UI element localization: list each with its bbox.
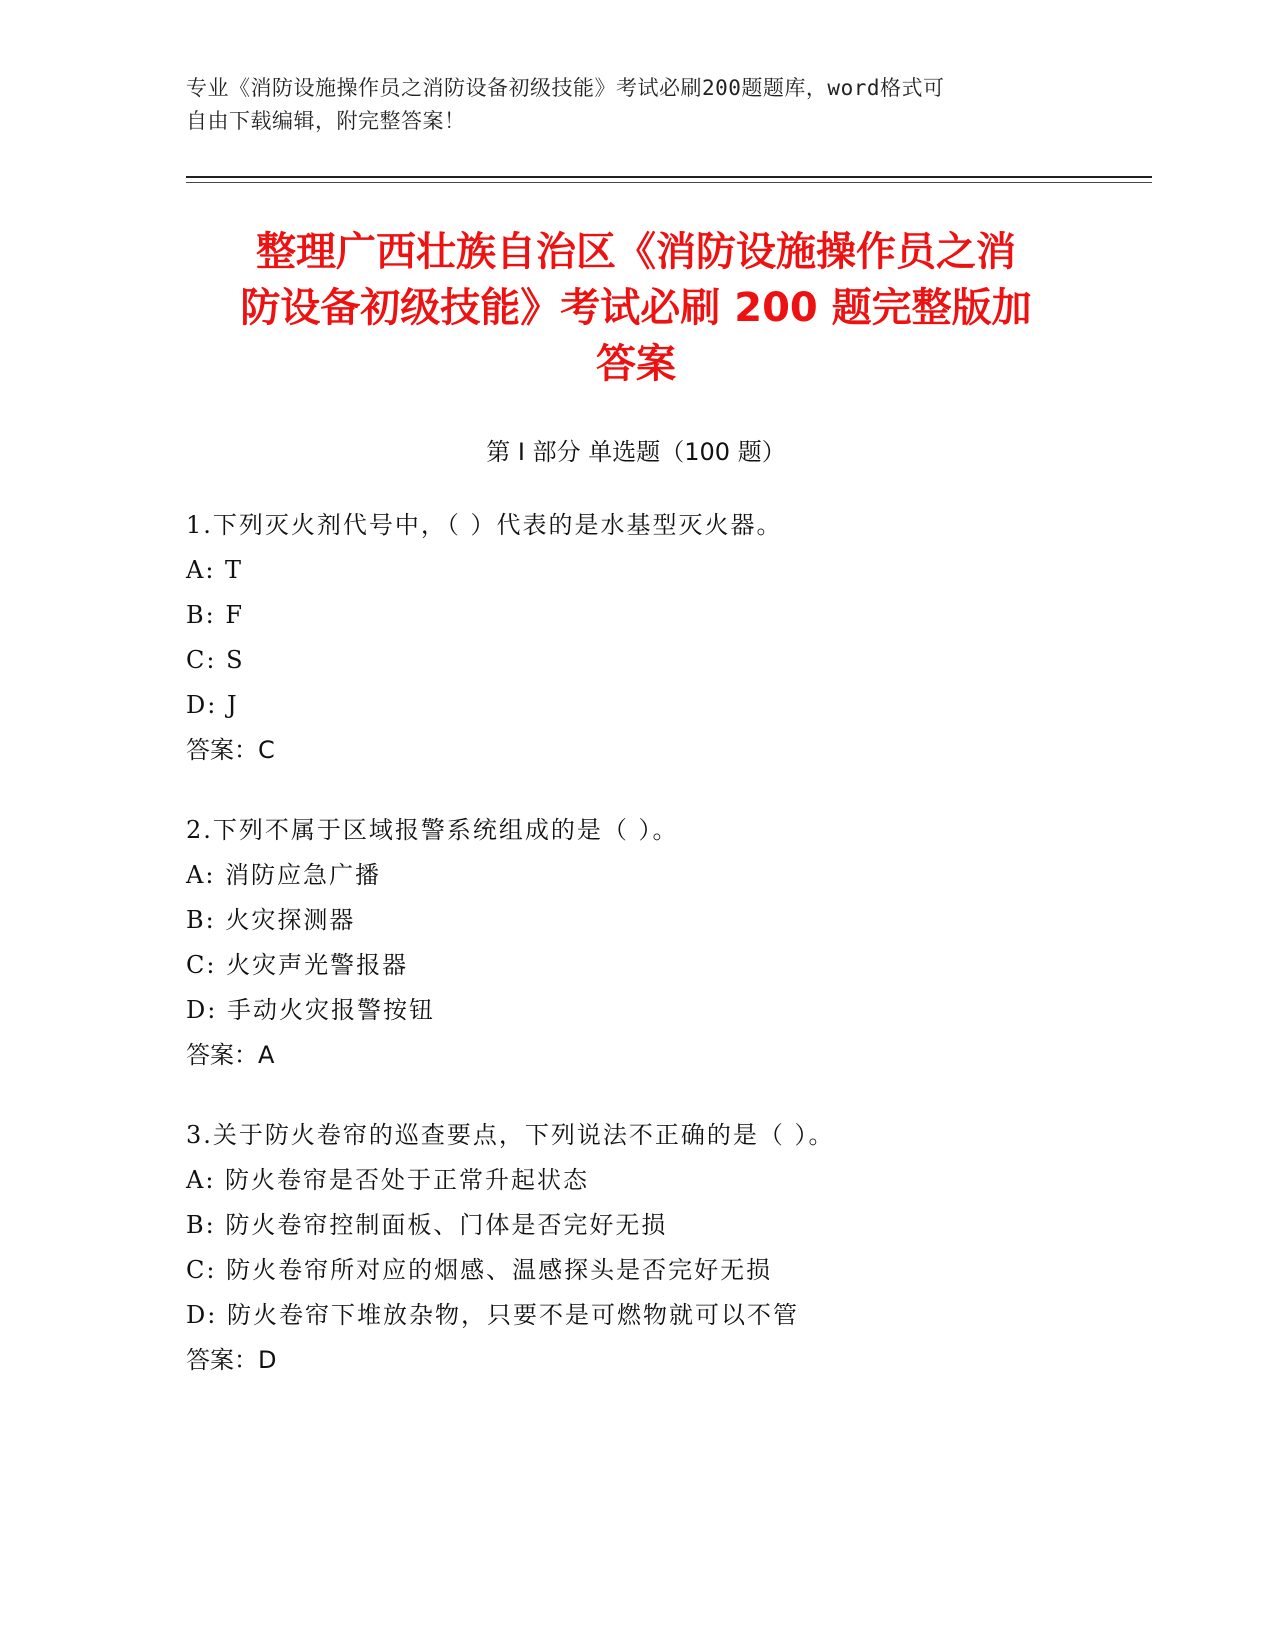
- document-title: [186, 224, 1086, 392]
- option-a: A: 消防应急广播: [186, 861, 382, 889]
- question-stem: 2.下列不属于区域报警系统组成的是（ ）。: [186, 816, 679, 844]
- option-d: D: 手动火灾报警按钮: [186, 996, 435, 1024]
- option-d: D: 防火卷帘下堆放杂物，只要不是可燃物就可以不管: [186, 1301, 799, 1329]
- option-d: D: J: [186, 691, 239, 719]
- question-2: [186, 808, 1146, 1078]
- question-stem: 1.下列灭火剂代号中，（ ）代表的是水基型灭火器。: [186, 511, 783, 539]
- option-c: C: 火灾声光警报器: [186, 951, 409, 979]
- option-b: B: F: [186, 601, 245, 629]
- header-divider-thin: [186, 182, 1152, 183]
- question-stem: 3.关于防火卷帘的巡查要点，下列说法不正确的是（ ）。: [186, 1121, 835, 1149]
- document-title-line-3: 答案: [596, 341, 676, 387]
- document-title-line-2: 防设备初级技能》考试必刷 200 题完整版加: [240, 285, 1032, 331]
- option-a: A: T: [186, 556, 244, 584]
- option-b: B: 火灾探测器: [186, 906, 356, 934]
- answer: 答案：C: [186, 736, 275, 764]
- document-title-line-1: 整理广西壮族自治区《消防设施操作员之消: [256, 229, 1016, 275]
- header-note-line-2: 自由下载编辑，附完整答案！: [186, 109, 466, 133]
- answer: 答案：D: [186, 1346, 277, 1374]
- header-note-line-1: 专业《消防设施操作员之消防设备初级技能》考试必刷200题题库，word格式可: [186, 76, 945, 100]
- option-c: C: S: [186, 646, 245, 674]
- question-3: [186, 1113, 1146, 1383]
- section-title: 第 I 部分 单选题（100 题）: [486, 438, 786, 466]
- answer: 答案：A: [186, 1041, 275, 1069]
- header-divider-thick: [186, 176, 1152, 178]
- option-c: C: 防火卷帘所对应的烟感、温感探头是否完好无损: [186, 1256, 773, 1284]
- question-1: [186, 503, 1146, 773]
- option-a: A: 防火卷帘是否处于正常升起状态: [186, 1166, 590, 1194]
- option-b: B: 防火卷帘控制面板、门体是否完好无损: [186, 1211, 668, 1239]
- header-note: [186, 72, 1066, 138]
